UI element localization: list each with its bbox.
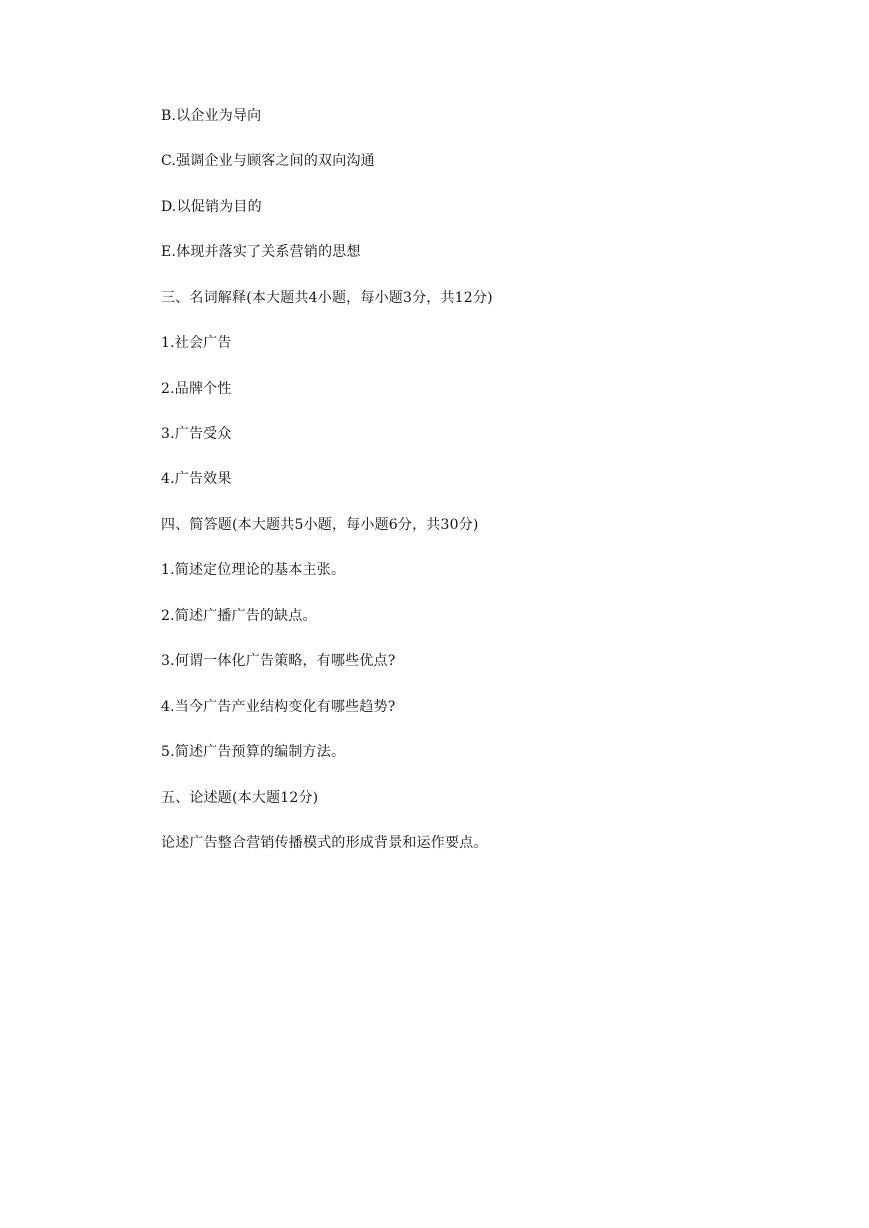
section-heading-term-explanation: 三、名词解释(本大题共4小题，每小题3分，共12分) — [161, 290, 493, 306]
question-item: 1.社会广告 — [161, 335, 232, 351]
option-b: B.以企业为导向 — [161, 108, 262, 124]
question-item: 2.简述广播广告的缺点。 — [161, 608, 317, 624]
question-item: 5.简述广告预算的编制方法。 — [161, 744, 346, 760]
question-item: 4.广告效果 — [161, 471, 232, 487]
question-item: 4.当今广告产业结构变化有哪些趋势? — [161, 699, 396, 715]
option-d: D.以促销为目的 — [161, 199, 262, 215]
option-e: E.体现并落实了关系营销的思想 — [161, 244, 361, 260]
question-item: 2.品牌个性 — [161, 381, 232, 397]
option-c: C.强调企业与顾客之间的双向沟通 — [161, 153, 375, 169]
essay-question: 论述广告整合营销传播模式的形成背景和运作要点。 — [161, 835, 488, 851]
question-item: 3.广告受众 — [161, 426, 232, 442]
section-heading-essay: 五、论述题(本大题12分) — [161, 790, 319, 806]
question-item: 1.简述定位理论的基本主张。 — [161, 562, 346, 578]
question-item: 3.何谓一体化广告策略，有哪些优点? — [161, 653, 396, 669]
section-heading-short-answer: 四、简答题(本大题共5小题，每小题6分，共30分) — [161, 517, 479, 533]
